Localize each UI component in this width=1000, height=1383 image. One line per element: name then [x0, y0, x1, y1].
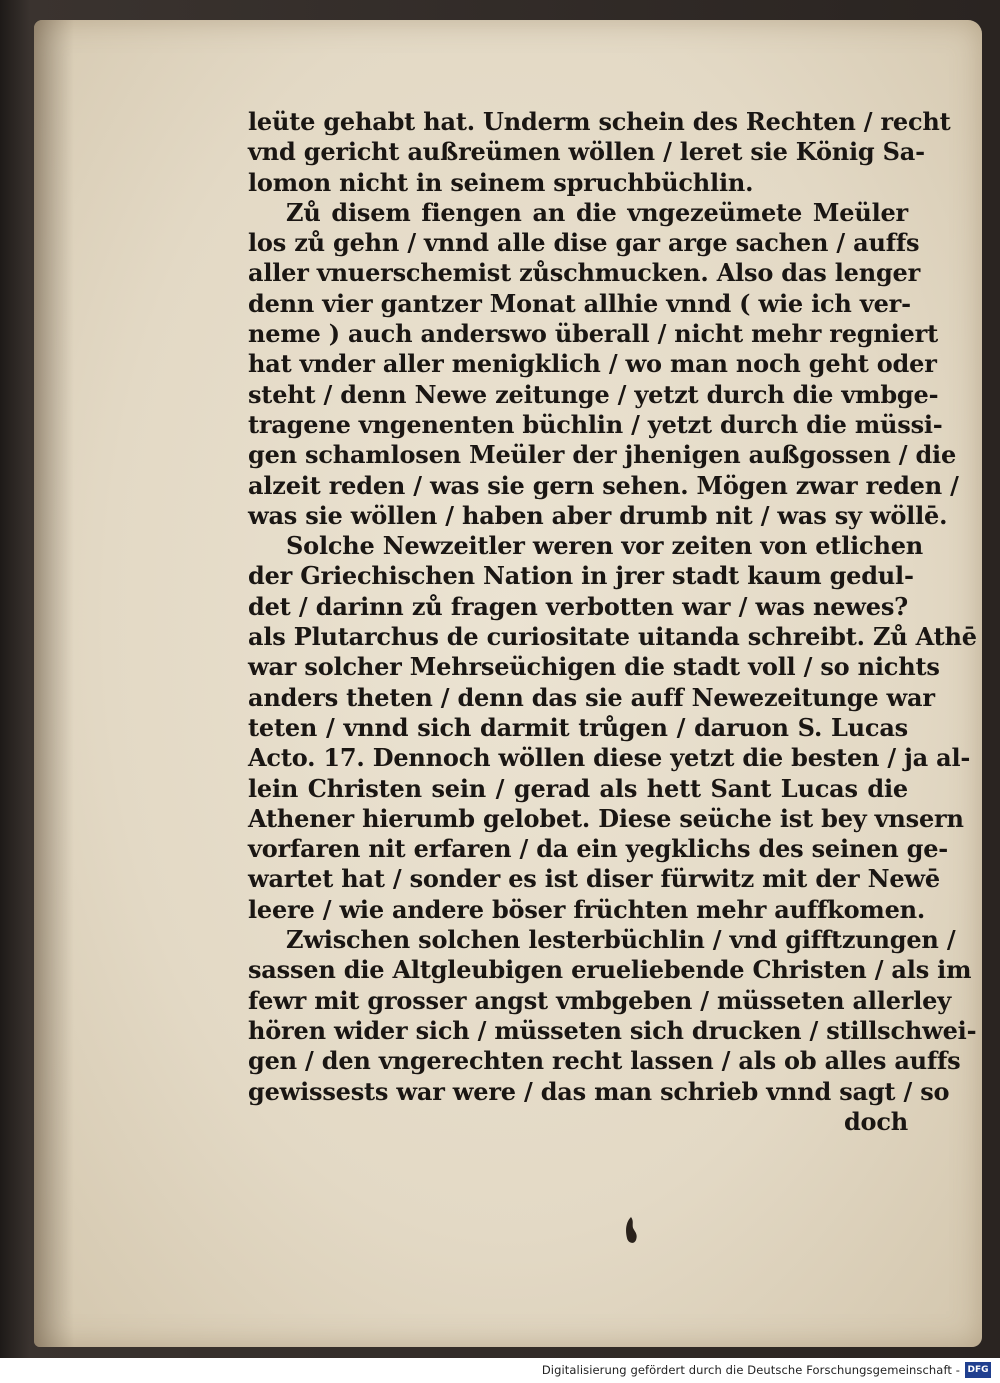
- text-line: leere / wie andere böser früchten mehr auffkomen.: [248, 894, 926, 924]
- funding-credit: Digitalisierung gefördert durch die Deutsche Forschungsgemeinschaft -: [541, 1363, 960, 1377]
- text-line: fewr mit grosser angst vmbgeben / müsseten allerley: [248, 985, 951, 1015]
- text-line: aller vnuerschemist zůschmucken. Also das lenger: [248, 258, 921, 288]
- text-line: neme ) auch anderswo überall / nicht mehr regniert: [248, 319, 938, 349]
- text-line: wartet hat / sonder es ist diser fürwitz mit der Newē: [248, 864, 940, 894]
- ink-blot-icon: [623, 1216, 639, 1246]
- text-line: gewissests war were / das man schrieb vnnd sagt / so: [248, 1076, 950, 1106]
- text-line: leüte gehabt hat. Underm schein des Rechten / recht: [248, 107, 951, 136]
- text-line: Zwischen solchen lesterbüchlin / vnd gifftzungen /: [286, 925, 956, 955]
- text-line: hören wider sich / müsseten sich drucken / stillschwei-: [248, 1015, 977, 1045]
- catchword: doch: [843, 1106, 908, 1136]
- text-line: war solcher Mehrseüchigen die stadt voll / so nichts: [248, 652, 940, 682]
- text-line: steht / denn Newe zeitunge / yetzt durch die vmbge-: [248, 379, 939, 409]
- text-line: gen / den vngerechten recht lassen / als ob alles auffs: [248, 1046, 961, 1076]
- text-line: anders theten / denn das sie auff Newezeitunge war: [248, 682, 935, 712]
- text-line: vorfaren nit erfaren / da ein yegklichs des seinen ge-: [248, 834, 949, 864]
- text-line: lein Christen sein / gerad als hett Sant Lucas die: [248, 773, 908, 803]
- text-line: Acto. 17. Dennoch wöllen diese yetzt die besten / ja al-: [248, 743, 971, 773]
- text-line: gen schamlosen Meüler der jhenigen außgossen / die: [248, 440, 957, 470]
- text-line: als Plutarchus de curiositate uitanda schreibt. Zů Athē: [248, 622, 977, 652]
- text-line: teten / vnnd sich darmit trůgen / daruon S. Lucas: [248, 712, 908, 742]
- text-line: det / darinn zů fragen verbotten war / was newes?: [248, 591, 908, 621]
- text-line: lomon nicht in seinem spruchbüchlin.: [248, 167, 754, 197]
- page-text: [248, 107, 977, 1137]
- text-line: Solche Newzeitler weren vor zeiten von etlichen: [286, 531, 924, 561]
- text-line: der Griechischen Nation in jrer stadt kaum gedul-: [248, 561, 914, 591]
- footer-bar: [0, 1358, 1000, 1383]
- text-line: los zů gehn / vnnd alle dise gar arge sachen / auffs: [248, 228, 920, 258]
- text-line: hat vnder aller menigklich / wo man noch geht oder: [248, 349, 937, 379]
- text-line: was sie wöllen / haben aber drumb nit / was sy wöllē.: [248, 500, 948, 530]
- gutter-shadow: [34, 20, 74, 1347]
- text-line: Zů disem fiengen an die vngezeümete Meüler: [286, 197, 908, 227]
- dfg-logo-icon: DFG: [965, 1362, 991, 1378]
- text-line: denn vier gantzer Monat allhie vnnd ( wie ich ver-: [248, 288, 911, 318]
- text-line: tragene vngenenten büchlin / yetzt durch die müssi-: [248, 409, 943, 439]
- text-line: Athener hierumb gelobet. Diese seüche ist bey vnsern: [248, 803, 964, 833]
- text-line: alzeit reden / was sie gern sehen. Mögen zwar reden /: [248, 470, 959, 500]
- text-line: vnd gericht außreümen wöllen / leret sie König Sa-: [248, 137, 925, 167]
- text-line: sassen die Altgleubigen erueliebende Christen / als im: [248, 955, 972, 985]
